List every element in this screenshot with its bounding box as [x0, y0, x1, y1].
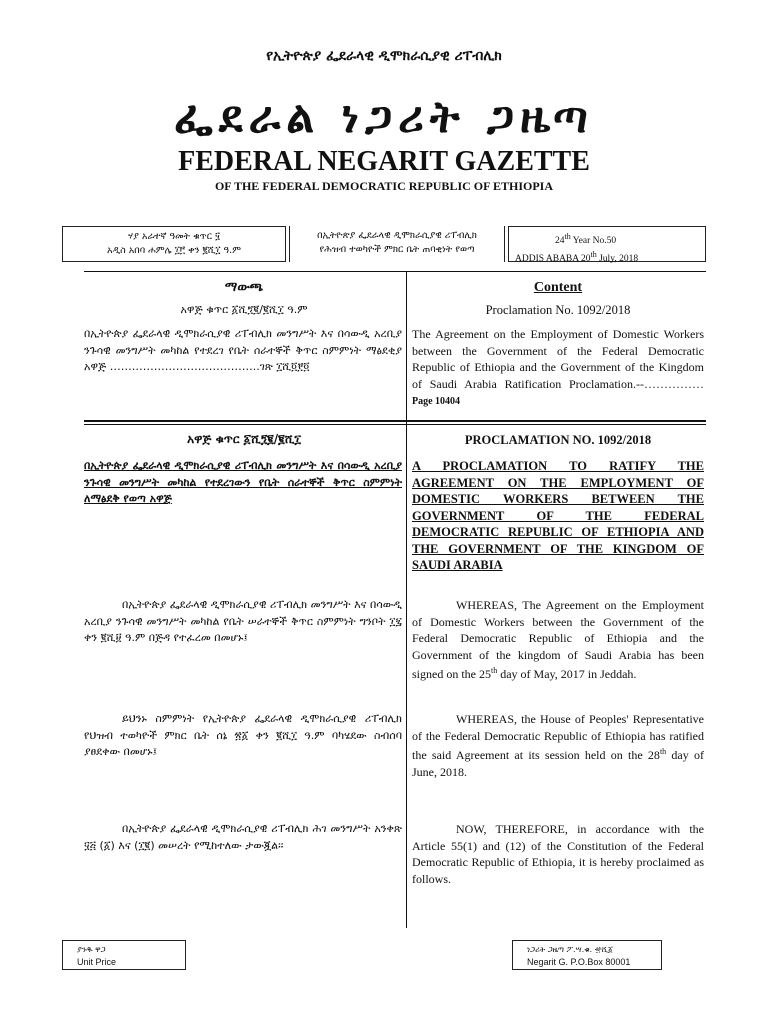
issue-info-amharic-box	[62, 226, 286, 262]
preamble-paragraph-3-english: NOW, THEREFORE, in accordance with the Article 55(1) and (12) of the Constitution of the Federal Democratic Republic of Ethiopia, it is hereby proclaimed as follows.	[412, 822, 704, 886]
unit-price-amharic: ያንዱ ዋጋ	[77, 945, 106, 954]
proclamation-number-english: PROCLAMATION NO. 1092/2018	[464, 433, 652, 447]
proclamation-title-english: A PROCLAMATION TO RATIFY THE AGREEMENT ON THE EMPLOYMENT OF DOMESTIC WORKERS BETWEEN THE GOVERNMENT OF THE FEDERAL DEMOCRATIC REPUBLIC OF ETHIOPIA AND THE GOVERNMENT OF THE KINGDOM OF SAUDI ARABIA	[412, 459, 704, 572]
issuer-line-2: የሕዝብ ተወካዮች ምክር ቤት ጠባቂነት የወጣ	[319, 244, 475, 255]
po-box-label: Negarit G. P.O.Box 80001	[527, 957, 631, 967]
issue-info-english-box	[508, 226, 706, 265]
gazette-title: FEDERAL NEGARIT GAZETTE	[178, 146, 590, 177]
preamble-paragraph-2-amharic: ይህንኑ ስምምነት የኢትዮጵያ ፌደራላዊ ዲሞክራሲያዊ ሪፐብሊክ የህዝብ ተወካዮች ምክር ቤት ሰኔ ፳፩ ቀን ፪ሺ፲ ዓ.ም ባካሄደው ስብሰባ ያፀደቀው በመሆኑ፤	[84, 712, 402, 758]
preamble-paragraph-1-english: WHEREAS, The Agreement on the Employment of Domestic Workers between the Government of the Federal Democratic Republic of Ethiopia and the Government of the kingdom of Saudi Arabia has been signed on the 25th day of May, 2017 in Jeddah.	[412, 598, 704, 681]
contents-heading-amharic: ማውጫ	[224, 280, 264, 295]
issuer-amharic-box	[289, 226, 505, 262]
contents-page-english: Page 10404	[412, 396, 461, 407]
issue-date-english: ADDIS ABABA 20th July, 2018	[515, 250, 639, 265]
preamble-paragraph-2-english: WHEREAS, the House of Peoples' Representative of the Federal Democratic Republic of Ethiopia has ratified the said Agreement at its session held on the 28th day of June, 2018.	[412, 712, 705, 779]
contents-top-rule	[84, 271, 706, 272]
contents-heading-english: Content	[533, 280, 583, 295]
unit-price-label: Unit Price	[77, 957, 117, 967]
po-box-box	[512, 940, 662, 970]
po-box-amharic: ነጋሪት ጋዜጣ ፖ.ሣ.ቁ. ፹ሺ፩	[527, 945, 613, 954]
gazette-subtitle: OF THE FEDERAL DEMOCRATIC REPUBLIC OF ETHIOPIA	[214, 179, 554, 193]
contents-proclamation-amharic: አዋጅ ቁጥር ፩ሺ፺፪/፪ሺ፲ ዓ.ም	[180, 303, 308, 316]
proclamation-number-amharic: አዋጅ ቁጥር ፩ሺ፺፪/፪ሺ፲	[187, 432, 301, 446]
column-divider	[406, 271, 407, 928]
contents-bottom-rule-2	[84, 424, 706, 425]
contents-entry-amharic: በኢትዮጵያ ፌደራላዊ ዲሞክራሲያዊ ሪፐብሊክ መንግሥት እና በሳውዲ አረቢያ ንጉሳዊ መንግሥት መካከል የተደረገ የቤት ሰራተኞች ቅጥር ስምምነት ማፅደቂያ አዋጅ …………………………………..ገጽ ፲ሺ፬፻፬	[84, 327, 402, 373]
preamble-paragraph-1-amharic: በኢትዮጵያ ፌደራላዊ ዲሞክራሲያዊ ሪፐብሊክ መንግሥት እና በሳውዲ አረቢያ ንጉሳዊ መንግሥት መካከል የቤት ሠራተኞች ቅጥር ስምምነት ግንቦት ፲፯ ቀን ፪ሺ፱ ዓ.ም በጅዳ የተፈረመ በመሆኑ፤	[84, 598, 402, 644]
contents-page-amharic: …………………………………..ገጽ ፲ሺ፬፻፬	[109, 360, 310, 373]
contents-proclamation-english: Proclamation No. 1092/2018	[485, 303, 631, 317]
masthead-amharic-title: ፌደራል ነጋሪት ጋዜጣ	[174, 92, 594, 143]
masthead-amharic-line: የኢትዮጵያ ፌደራላዊ ዲሞክራሲያዊ ሪፐብሊክ	[266, 48, 502, 64]
issue-year-english: 24th Year No.50	[555, 232, 617, 247]
issue-date-amharic: አዲስ አበባ ሐምሌ ፲፫ ቀን ፪ሺ፲ ዓ.ም	[107, 245, 241, 256]
issuer-line-1: በኢትዮጵያ ፌደራላዊ ዲሞክራሲያዊ ሪፐብሊክ	[317, 230, 477, 241]
unit-price-box	[62, 940, 186, 970]
contents-bottom-rule-1	[84, 420, 706, 422]
contents-entry-english: The Agreement on the Employment of Domestic Workers between the Government of the Federal Democratic Republic of Ethiopia and the Government of the Kingdom of Saudi Arabia Ratification Proclamation.--……………Page 10404	[412, 327, 704, 407]
preamble-paragraph-3-amharic: በኢትዮጵያ ፌደራላዊ ዲሞክራሲያዊ ሪፐብሊክ ሕገ መንግሥት አንቀጽ ፶፭ (፩) እና (፲፪) መሠረት የሚከተለው ታውጇል፡፡	[84, 822, 402, 852]
issue-year-amharic: ሃያ አራተኛ ዓመት ቁጥር ፶	[128, 231, 220, 242]
proclamation-title-amharic: በኢትዮጵያ ፌደራላዊ ዲሞክራሲያዊ ሪፐብሊክ መንግሥት እና በሳውዲ አረቢያ ንጉሳዊ መንግሥት መካከል የተደረገውን የቤት ሰራተኞች ቅጥር ስምምነት ለማፅደቅ የወጣ አዋጅ	[84, 459, 402, 505]
